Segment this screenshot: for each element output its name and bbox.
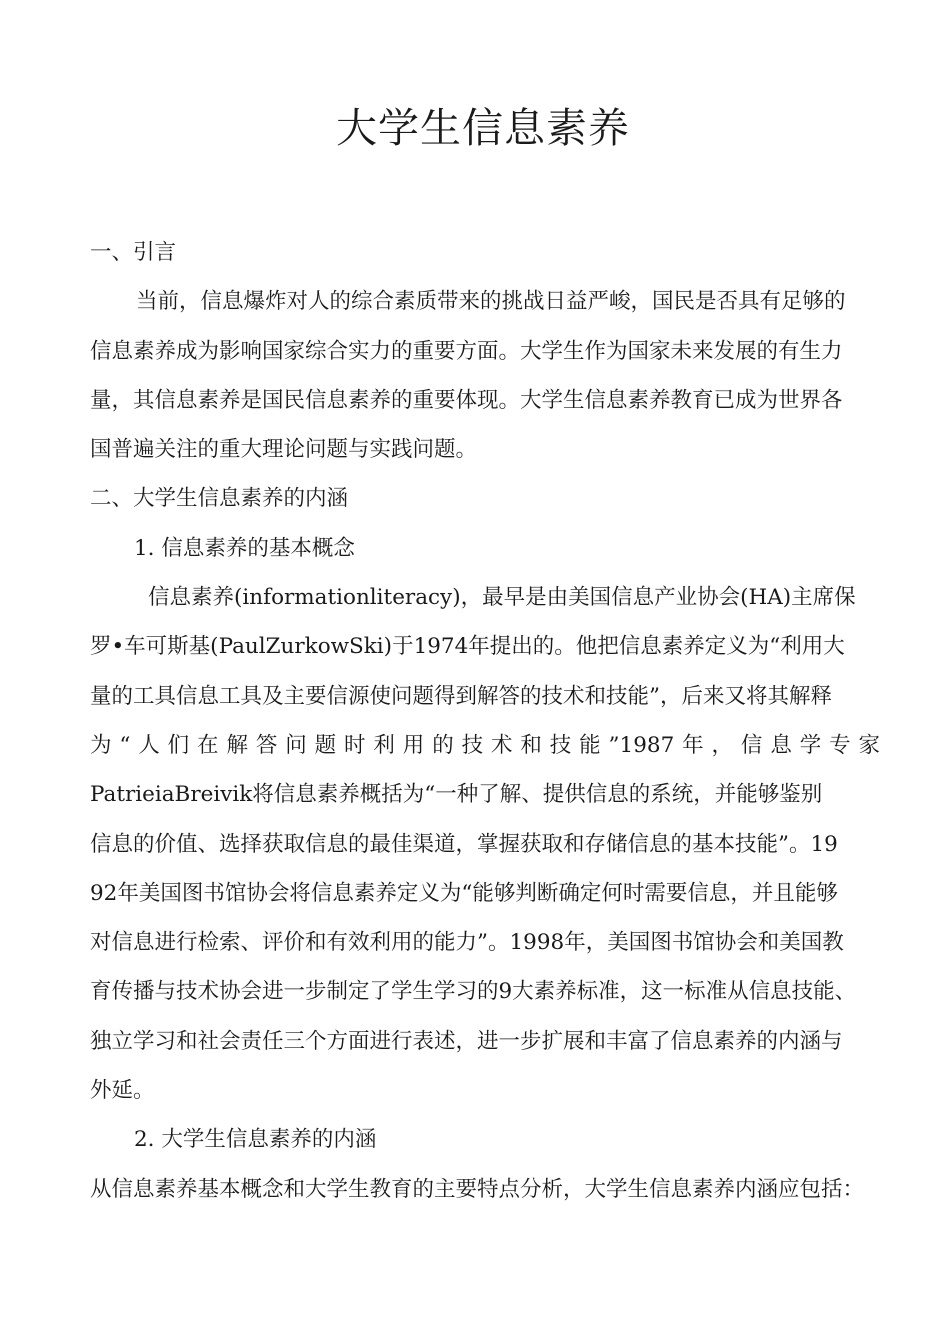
paragraph-line: 为“人们在解答问题时利用的技术和技能”1987年，信息学专家 bbox=[90, 732, 880, 758]
paragraph-line: 92年美国图书馆协会将信息素养定义为“能够判断确定何时需要信息，并且能够 bbox=[90, 880, 838, 906]
paragraph-line: 独立学习和社会责任三个方面进行表述，进一步扩展和丰富了信息素养的内涵与 bbox=[90, 1028, 843, 1054]
subsection-heading-student-connotation: 2. 大学生信息素养的内涵 bbox=[134, 1127, 377, 1153]
paragraph-line: 外延。 bbox=[90, 1078, 155, 1104]
paragraph-line: 对信息进行检索、评价和有效利用的能力”。1998年，美国图书馆协会和美国教 bbox=[90, 930, 844, 956]
paragraph-line: 量的工具信息工具及主要信源使问题得到解答的技术和技能”，后来又将其解释 bbox=[90, 683, 832, 709]
section-heading-connotation: 二、大学生信息素养的内涵 bbox=[90, 486, 349, 512]
paragraph-line: 量，其信息素养是国民信息素养的重要体现。大学生信息素养教育已成为世界各 bbox=[90, 387, 843, 413]
paragraph-line: 当前，信息爆炸对人的综合素质带来的挑战日益严峻，国民是否具有足够的 bbox=[136, 289, 846, 315]
paragraph-line: 信息素养成为影响国家综合实力的重要方面。大学生作为国家未来发展的有生力 bbox=[90, 338, 843, 364]
paragraph-line: PatrieiaBreivik将信息素养概括为“一种了解、提供信息的系统，并能够鉴别 bbox=[90, 782, 823, 808]
paragraph-line: 育传播与技术协会进一步制定了学生学习的9大素养标准，这一标准从信息技能、 bbox=[90, 979, 857, 1005]
paragraph-line: 信息的价值、选择获取信息的最佳渠道，掌握获取和存储信息的基本技能”。19 bbox=[90, 831, 838, 857]
paragraph-line: 国普遍关注的重大理论问题与实践问题。 bbox=[90, 437, 478, 463]
paragraph-line: 信息素养(informationliteracy)，最早是由美国信息产业协会(HA)主席保 bbox=[148, 585, 856, 611]
document-body bbox=[90, 228, 880, 1214]
paragraph-line: 从信息素养基本概念和大学生教育的主要特点分析，大学生信息素养内涵应包括： bbox=[90, 1176, 865, 1202]
subsection-heading-basic-concept: 1. 信息素养的基本概念 bbox=[134, 535, 355, 561]
document-title: 大学生信息素养 bbox=[336, 104, 630, 152]
section-heading-introduction: 一、引言 bbox=[90, 240, 177, 265]
paragraph-line: 罗•车可斯基(PaulZurkowSki)于1974年提出的。他把信息素养定义为“利用大 bbox=[90, 634, 845, 660]
